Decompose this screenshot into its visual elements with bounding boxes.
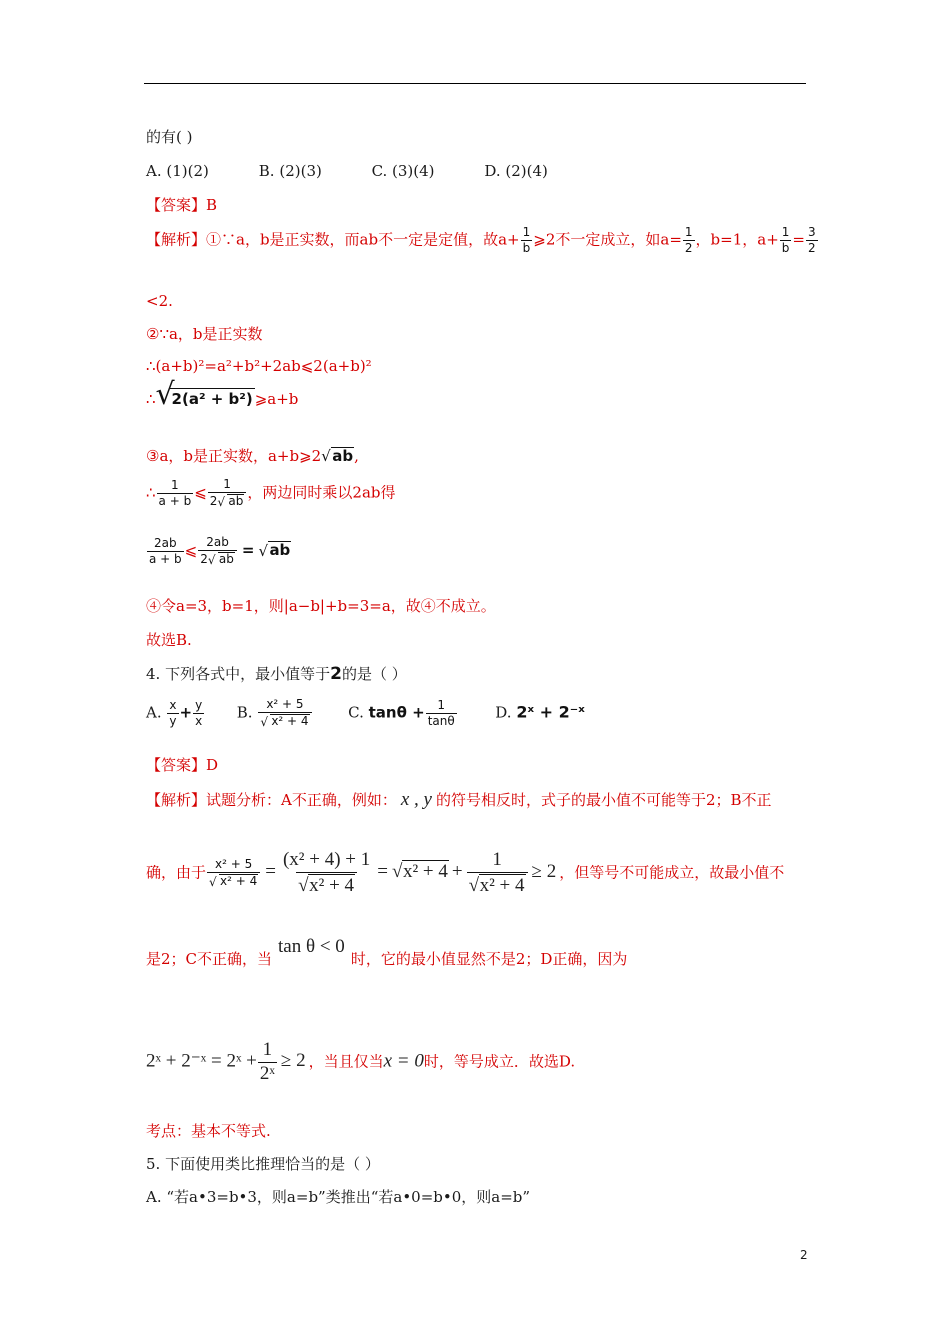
- fraction: x² + 5 √ x² + 4: [207, 858, 260, 889]
- page-number: 2: [800, 1248, 808, 1262]
- analysis-q4-line1: [146, 789, 772, 812]
- option-d-label: D.: [495, 703, 512, 722]
- sqrt-expression: √ x² + 4: [393, 860, 449, 884]
- question-text: 4. 下列各式中，最小值等于: [146, 665, 331, 683]
- analysis-q3-case3b: [146, 478, 396, 509]
- relation: ≥ 2: [280, 1050, 306, 1072]
- plus-sign: +: [179, 703, 193, 722]
- analysis-q4-line3: [146, 936, 628, 971]
- fraction: $\frac{1}{\text{2ˣ}}$: [259, 1039, 275, 1084]
- question-5-option-a: A. “若a•3=b•3，则a=b”类推出“若a•0=b•0，则a=b”: [146, 1188, 531, 1206]
- knowledge-point: 考点：基本不等式.: [146, 1122, 271, 1140]
- analysis-text: 的符号相反时，式子的最小值不可能等于2；B不正: [435, 791, 772, 809]
- answer-q3: [146, 196, 217, 214]
- fraction: $\frac{1}{b}$: [522, 225, 531, 256]
- option-a: A. (1)(2): [146, 162, 209, 180]
- options-q4: [146, 698, 585, 729]
- relation: ⩽: [194, 483, 207, 502]
- question-number-2: 2: [330, 664, 342, 684]
- analysis-text: 确，由于: [146, 863, 207, 882]
- fraction: $\frac{y}{x}$: [195, 697, 203, 728]
- question-tail: 的有( ): [146, 128, 193, 146]
- answer-q4: [146, 756, 218, 774]
- therefore-sign: ∴: [146, 483, 156, 502]
- analysis-q3-case3c: [146, 536, 291, 567]
- fraction: 1 √ x² + 4: [467, 850, 528, 897]
- option-c: C. (3)(4): [371, 162, 435, 180]
- analysis-text: =: [792, 230, 805, 249]
- analysis-q3-case3: [146, 447, 359, 465]
- analysis-text: ，b=1，a+: [695, 230, 779, 249]
- analysis-tag: 【解析】: [146, 791, 207, 809]
- equals-sign: =: [241, 541, 255, 560]
- math-vars: x , y: [400, 789, 432, 810]
- analysis-text: ①∵a，b是正实数，而ab不一定是定值，故a+: [206, 230, 520, 249]
- sqrt-ab: √ ab: [259, 541, 291, 559]
- math-condition: tan θ < 0: [278, 936, 345, 957]
- analysis-q3-line1: [146, 226, 819, 255]
- option-d: D. (2)(4): [484, 162, 548, 180]
- relation: ≥ 2: [531, 861, 557, 883]
- analysis-text: ,: [354, 447, 359, 465]
- fraction: $\frac{1}{2}$: [684, 225, 693, 256]
- option-c-label: C.: [348, 703, 364, 722]
- analysis-text: ，两边同时乘以2ab得: [247, 483, 396, 502]
- answer-value: D: [206, 756, 219, 774]
- fraction: $\frac{1}{b}$: [781, 225, 790, 256]
- question-4: [146, 664, 407, 684]
- header-rule: [144, 83, 806, 84]
- analysis-text: ⩾a+b: [254, 390, 299, 408]
- fraction: $\frac{x}{y}$: [169, 697, 177, 728]
- answer-tag: 【答案】: [146, 196, 207, 214]
- analysis-text: ，当且仅当: [308, 1052, 384, 1071]
- analysis-text: 是2；C不正确，当: [146, 950, 273, 968]
- option-a-label: A.: [146, 703, 162, 722]
- analysis-q3-case4: ④令a=3，b=1，则|a−b|+b=3=a，故④不成立。: [146, 597, 496, 615]
- therefore-sign: ∴: [146, 390, 156, 408]
- fraction: $\frac{2ab}{a + b}$: [149, 535, 182, 566]
- fraction: (x² + 4) + 1 √ x² + 4: [281, 850, 372, 897]
- answer-value: B: [206, 196, 218, 214]
- plus-sign: +: [451, 861, 463, 883]
- analysis-q4-line2: [146, 850, 784, 897]
- option-c-expr: tanθ +: [368, 703, 425, 722]
- equals-sign: =: [265, 861, 276, 883]
- fraction: $\frac{1}{2√ ab}$: [208, 478, 247, 509]
- option-b: B. (2)(3): [258, 162, 322, 180]
- fraction: $\frac{2ab}{2√ ab}$: [198, 536, 237, 567]
- options-q3: [146, 162, 548, 180]
- analysis-text: ，但等号不可能成立，故最小值不: [559, 863, 785, 882]
- analysis-text: 时，等号成立．故选D.: [423, 1052, 576, 1071]
- analysis-q4-line4: [146, 1040, 575, 1085]
- sqrt-ab: √ ab: [322, 447, 354, 465]
- equals-sign: =: [377, 861, 388, 883]
- option-b-label: B.: [236, 703, 253, 722]
- math-condition: x = 0: [383, 1050, 424, 1072]
- analysis-q3-lt2: <2.: [146, 292, 173, 310]
- question-5: 5. 下面使用类比推理恰当的是（ ）: [146, 1155, 380, 1173]
- fraction: $\frac{1}{a + b}$: [158, 477, 192, 508]
- fraction: $\frac{3}{2}$: [807, 225, 816, 256]
- analysis-q3-case2: ②∵a，b是正实数: [146, 325, 263, 343]
- fraction: $\frac{1}{\tan\theta}$: [427, 697, 455, 728]
- option-d-expr: 2ˣ + 2⁻ˣ: [516, 702, 585, 722]
- analysis-text: 试题分析：A不正确，例如：: [206, 791, 397, 809]
- analysis-q3-select: 故选B.: [146, 631, 192, 649]
- relation: ⩽: [184, 541, 198, 560]
- analysis-q3-sqrt: [146, 388, 298, 408]
- sqrt-expression: √ 2(a² + b²): [156, 388, 255, 408]
- analysis-text: ③a，b是正实数，a+b⩾2: [146, 447, 322, 465]
- math-expression: 2ˣ + 2⁻ˣ = 2ˣ +: [146, 1050, 257, 1072]
- analysis-q3-square: ∴(a+b)²=a²+b²+2ab⩽2(a+b)²: [146, 357, 372, 375]
- answer-tag: 【答案】: [146, 756, 207, 774]
- analysis-tag: 【解析】: [146, 230, 207, 249]
- analysis-text: ⩾2不一定成立，如a=: [533, 230, 682, 249]
- fraction: x² + 5 √ x² + 4: [258, 698, 311, 729]
- question-text: 的是（ ）: [341, 665, 407, 683]
- analysis-text: 时，它的最小值显然不是2；D正确，因为: [350, 950, 628, 968]
